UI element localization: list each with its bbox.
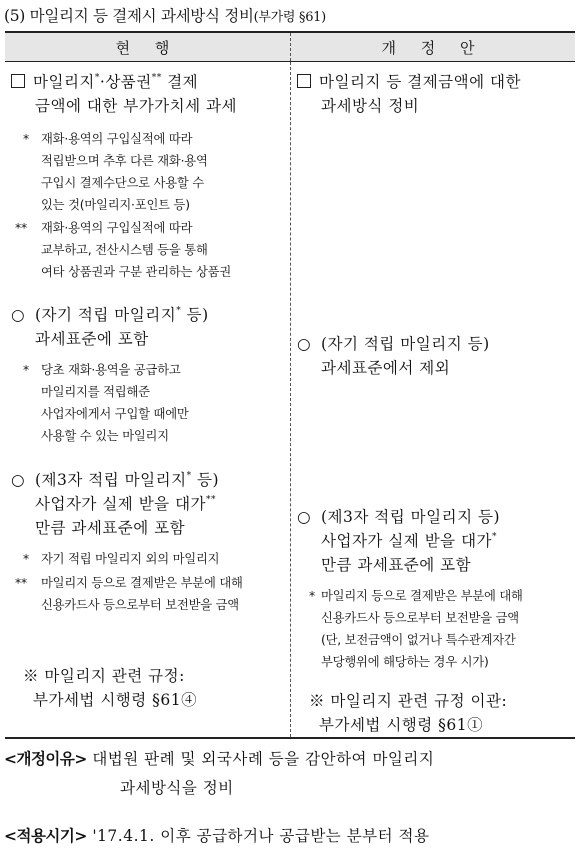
table-header-row: [5, 32, 575, 62]
header-revised: 개 정 안: [291, 32, 576, 62]
revised-item-self-mileage: ○ (자기 적립 마일리지 등) 과세표준에서 제외: [297, 332, 569, 380]
section-title: [4, 4, 326, 26]
revised-column: [291, 62, 576, 739]
current-item-self-mileage: ○ (자기 적립 마일리지* 등) 과세표준에 포함: [11, 303, 284, 351]
footnote: ** 마일리지 등으로 결제받은 부분에 대해 신용카드사 등으로부터 보전받을 금액: [15, 576, 243, 612]
effective-date-label: <적용시기>: [4, 827, 87, 845]
current-item-third-party-mileage: ○ (제3자 적립 마일리지* 등) 사업자가 실제 받을 대가** 만큼 과세표준에 포함: [11, 468, 284, 540]
comparison-table: [5, 31, 575, 739]
circle-bullet-icon: ○: [297, 508, 312, 526]
current-self-mileage-footnote: [11, 359, 284, 447]
current-column: [5, 62, 291, 739]
checkbox-square-icon: [11, 74, 25, 88]
current-mileage-reference: ※ 마일리지 관련 규정: 부가세법 시행령 §61④: [23, 667, 198, 709]
checkbox-square-icon: [297, 74, 311, 88]
section-title-main: (5) 마일리지 등 결제시 과세방식 정비: [4, 7, 254, 25]
current-box-item: 마일리지*·상품권** 결제 금액에 대한 부가가치세 과세: [11, 70, 284, 118]
circle-bullet-icon: ○: [11, 471, 26, 489]
revision-reason: <개정이유> 대법원 판례 및 외국사례 등을 감안하여 마일리지 과세방식을 정비: [4, 750, 435, 797]
section-title-ref: (부가령 §61): [253, 10, 326, 25]
footnote: * 자기 적립 마일리지 외의 마일리지: [23, 552, 220, 566]
current-third-party-footnotes: [11, 548, 284, 616]
footnote: * 당초 재화·용역을 공급하고 마일리지를 적립해준 사업자에게서 구입할 때에만 사용할 수 있는 마일리지: [23, 363, 189, 443]
revised-mileage-reference: ※ 마일리지 관련 규정 이관: 부가세법 시행령 §61①: [309, 692, 508, 734]
revised-third-party-footnote: [297, 585, 569, 673]
revised-item-third-party-mileage: ○ (제3자 적립 마일리지 등) 사업자가 실제 받을 대가* 만큼 과세표준에 포함: [297, 505, 569, 577]
current-box-footnotes: [11, 128, 284, 283]
table-body-row: [5, 62, 575, 739]
revision-reason-label: <개정이유>: [4, 750, 87, 768]
header-current: 현 행: [5, 32, 291, 62]
revised-box-item: 마일리지 등 결제금액에 대한 과세방식 정비: [297, 70, 569, 118]
footnote: * 재화·용역의 구입실적에 따라 적립받으며 추후 다른 재화·용역 구입시 결제수단으로 사용할 수 있는 것(마일리지·포인트 등): [23, 132, 208, 212]
circle-bullet-icon: ○: [297, 335, 312, 353]
footnote: * 마일리지 등으로 결제받은 부분에 대해 신용카드사 등으로부터 보전받을 금액 (단, 보전금액이 없거나 특수관계자간 부당행위에 해당하는 경우 시가): [309, 589, 523, 669]
footnote: ** 재화·용역의 구입실적에 따라 교부하고, 전산시스템 등을 통해 여타 상품권과 구분 관리하는 상품권: [15, 221, 232, 279]
circle-bullet-icon: ○: [11, 306, 26, 324]
effective-date: <적용시기> '17.4.1. 이후 공급하거나 공급받는 분부터 적용: [4, 827, 430, 845]
